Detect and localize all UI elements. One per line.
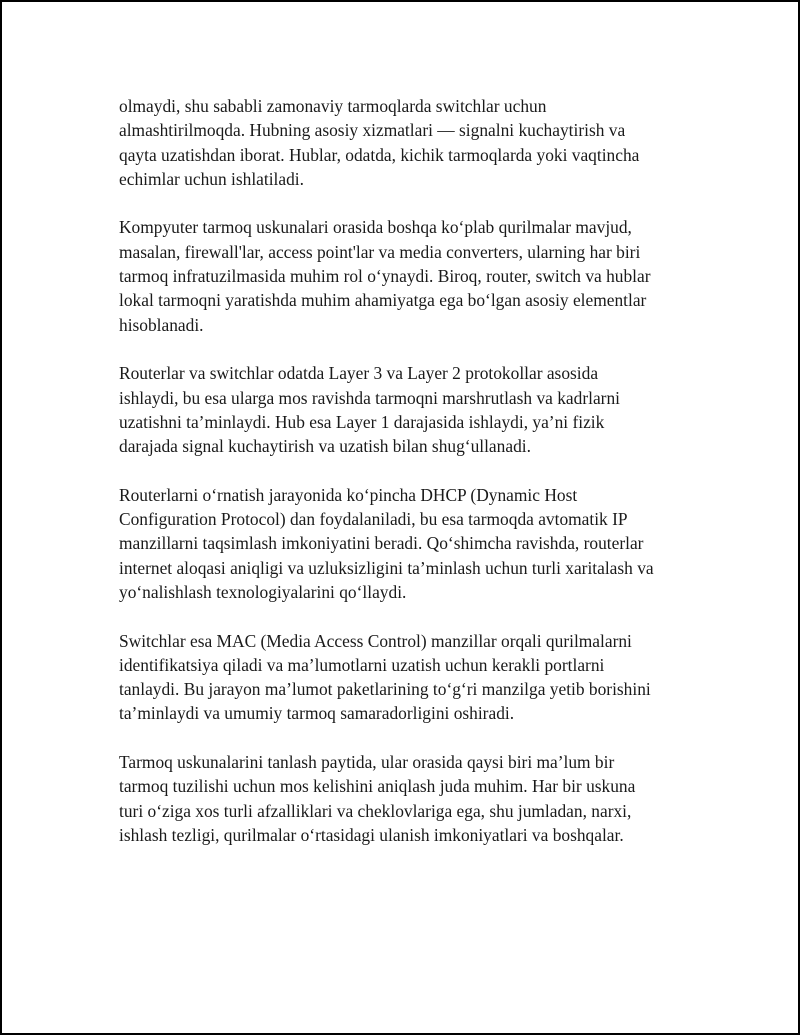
- paragraph-mac: Switchlar esa MAC (Media Access Control) manzillar orqali qurilmalarni identifikatsiya qiladi va maʼlumotlarni uzatish uchun kerakli portlarni tanlaydi. Bu jarayon maʼlumot paketlarining toʻgʻri manzilga yetib borishini taʼminlaydi va umumiy tarmoq samaradorligini oshiradi.: [119, 630, 651, 724]
- paragraph-hub-continuation: olmaydi, shu sababli zamonaviy tarmoqlarda switchlar uchun almashtirilmoqda. Hubning asosiy xizmatlari — signalni kuchaytirish va qayta uzatishdan iborat. Hublar, odatda, kichik tarmoqlarda yoki vaqtincha echimlar uchun ishlatiladi.: [119, 96, 640, 189]
- paragraph-dhcp: Routerlarni oʻrnatish jarayonida koʻpincha DHCP (Dynamic Host Configuration Protocol) dan foydalaniladi, bu esa tarmoqda avtomatik IP manzillarni taqsimlash imkoniyatini beradi. Qoʻshimcha ravishda, routerlar internet aloqasi aniqligi va uzluksizligini taʼminlash uchun turli xaritalash va yoʻnalishlash texnologiyalarini qoʻllaydi.: [119, 484, 654, 602]
- document-body: [119, 94, 699, 872]
- paragraph-selection: Tarmoq uskunalarini tanlash paytida, ular orasida qaysi biri maʼlum bir tarmoq tuzilishi uchun mos kelishini aniqlash juda muhim. Har bir uskuna turi oʻziga xos turli afzalliklari va cheklovlariga ega, shu jumladan, narxi, ishlash tezligi, qurilmalar oʻrtasidagi ulanish imkoniyatlari va boshqalar.: [119, 752, 636, 845]
- paragraph-layers: Routerlar va switchlar odatda Layer 3 va Layer 2 protokollar asosida ishlaydi, bu esa ularga mos ravishda tarmoqni marshrutlash va kadrlarni uzatishni taʼminlaydi. Hub esa Layer 1 darajasida ishlaydi, yaʼni fizik darajada signal kuchaytirish va uzatish bilan shugʻullanadi.: [119, 363, 620, 457]
- paragraph-other-devices: Kompyuter tarmoq uskunalari orasida boshqa koʻplab qurilmalar mavjud, masalan, firewall'lar, access point'lar va media converters, ularning har biri tarmoq infratuzilmasida muhim rol oʻynaydi. Biroq, router, switch va hublar lokal tarmoqni yaratishda muhim ahamiyatga ega boʻlgan asosiy elementlar hisoblanadi.: [119, 217, 651, 335]
